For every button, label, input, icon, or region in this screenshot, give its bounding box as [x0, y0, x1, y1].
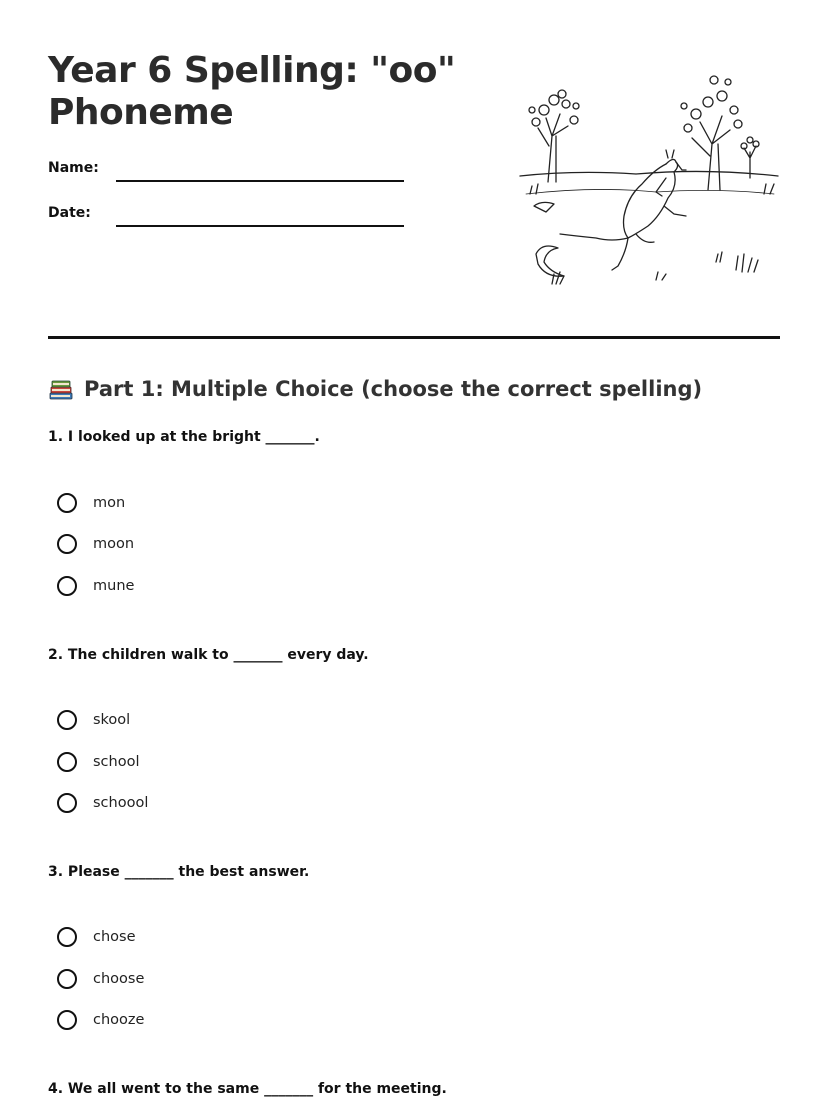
section-1-title: Part 1: Multiple Choice (choose the correct spelling): [84, 377, 703, 401]
question-1: 1. I looked up at the bright _______.: [48, 429, 320, 445]
radio-circle[interactable]: [57, 927, 77, 947]
date-label: Date:: [48, 205, 91, 221]
option-label: mon: [93, 495, 126, 511]
section-divider: [48, 336, 780, 339]
kangaroo-illustration: [516, 66, 782, 298]
option-label: chooze: [93, 1012, 145, 1028]
name-label: Name:: [48, 160, 99, 176]
option-label: moon: [93, 536, 135, 552]
option-radio[interactable]: [57, 531, 134, 557]
option-label: mune: [93, 578, 135, 594]
option-label: schoool: [93, 795, 149, 811]
date-line[interactable]: [116, 225, 404, 227]
option-label: choose: [93, 971, 145, 987]
option-radio[interactable]: [57, 1007, 144, 1033]
radio-circle[interactable]: [57, 534, 77, 554]
radio-circle[interactable]: [57, 752, 77, 772]
radio-circle[interactable]: [57, 969, 77, 989]
option-label: skool: [93, 712, 131, 728]
radio-circle[interactable]: [57, 1010, 77, 1030]
option-radio[interactable]: [57, 790, 148, 816]
radio-circle[interactable]: [57, 576, 77, 596]
name-line[interactable]: [116, 180, 404, 182]
question-4: 4. We all went to the same _______ for the meeting.: [48, 1081, 447, 1097]
page-title: Year 6 Spelling: "oo" Phoneme: [48, 50, 456, 133]
option-radio[interactable]: [57, 924, 136, 950]
radio-circle[interactable]: [57, 710, 77, 730]
books-icon: [48, 377, 74, 401]
radio-circle[interactable]: [57, 793, 77, 813]
option-radio[interactable]: [57, 966, 144, 992]
question-2: 2. The children walk to _______ every day.: [48, 647, 369, 663]
question-3: 3. Please _______ the best answer.: [48, 864, 310, 880]
option-radio[interactable]: [57, 573, 134, 599]
option-label: school: [93, 754, 140, 770]
section-1-heading: [48, 374, 702, 404]
radio-circle[interactable]: [57, 493, 77, 513]
option-label: chose: [93, 929, 136, 945]
option-radio[interactable]: [57, 707, 130, 733]
option-radio[interactable]: [57, 490, 125, 516]
option-radio[interactable]: [57, 749, 140, 775]
